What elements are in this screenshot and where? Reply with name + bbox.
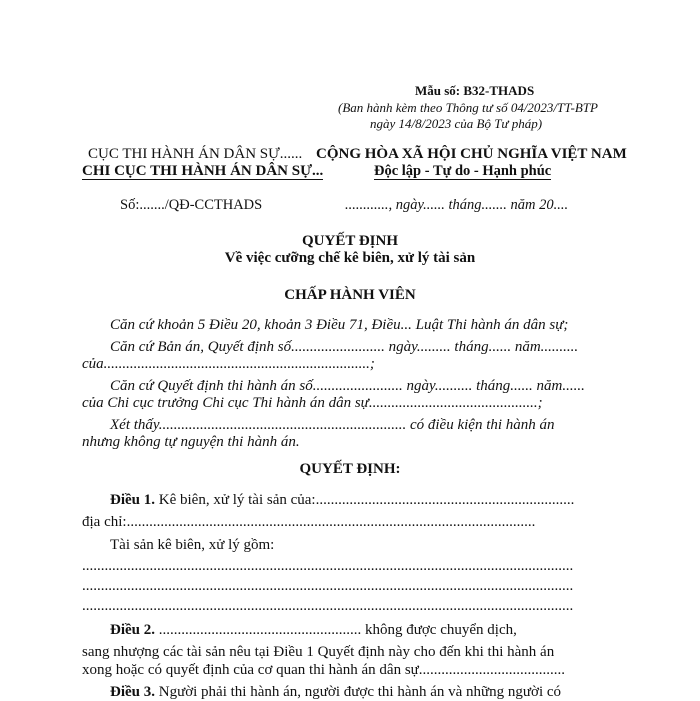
basis-law: Căn cứ khoản 5 Điều 20, khoản 3 Điều 71, Điều... Luật Thi hành án dân sự; [110, 317, 569, 333]
article-2-label: Điều 2. [110, 622, 155, 638]
document-subtitle: Về việc cưỡng chế kê biên, xử lý tài sản [224, 250, 476, 266]
article-1-text: Kê biên, xử lý tài sản của:..................................................................... [155, 492, 575, 508]
header-agency-line2-text: CHI CỤC THI HÀNH ÁN DÂN SỰ... [82, 163, 324, 179]
document-number: Số:......./QĐ-CCTHADS [120, 197, 263, 213]
article-1-address: địa chỉ:............................................................................................................. [82, 514, 536, 530]
article-1-dotted-line-2: ................................................................................................................................... [82, 578, 574, 594]
article-1 [110, 492, 574, 509]
decision-heading: QUYẾT ĐỊNH: [299, 461, 401, 477]
basis-enforcement-decision: Căn cứ Quyết định thi hành án số........................ ngày.......... tháng...... năm...... [110, 378, 585, 394]
article-2 [110, 622, 517, 639]
national-motto [374, 163, 551, 180]
header-agency-line1: CỤC THI HÀNH ÁN DÂN SỰ...... [88, 146, 303, 162]
basis-consideration-cont: nhưng không tự nguyện thi hành án. [82, 434, 300, 450]
document-date: ............, ngày...... tháng....... năm 20.... [345, 197, 569, 213]
article-2-line3: xong hoặc có quyết định của cơ quan thi hành án dân sự....................................... [82, 662, 566, 678]
article-2-line2: sang nhượng các tài sản nêu tại Điều 1 Quyết định này cho đến khi thi hành án [82, 644, 555, 660]
national-motto-text: Độc lập - Tự do - Hạnh phúc [374, 163, 552, 179]
national-title: CỘNG HÒA XÃ HỘI CHỦ NGHĨA VIỆT NAM [316, 146, 627, 162]
article-3 [110, 684, 561, 701]
header-agency-line2 [82, 163, 323, 180]
article-1-label: Điều 1. [110, 492, 155, 508]
article-1-assets-label: Tài sản kê biên, xử lý gồm: [110, 537, 275, 553]
article-1-dotted-line-3: ................................................................................................................................... [82, 598, 574, 614]
article-1-dotted-line-1: ................................................................................................................................... [82, 558, 574, 574]
document-title: QUYẾT ĐỊNH [302, 233, 398, 249]
article-3-text: Người phải thi hành án, người được thi hành án và những người có [155, 684, 562, 700]
article-3-label: Điều 3. [110, 684, 155, 700]
basis-enforcement-issuer: của Chi cục trưởng Chi cục Thi hành án dân sự.............................................; [82, 395, 543, 411]
basis-judgment: Căn cứ Bản án, Quyết định số......................... ngày......... tháng...... năm.......... [110, 339, 579, 355]
form-note-line1: (Ban hành kèm theo Thông tư số 04/2023/TT-BTP [338, 100, 598, 115]
form-note-line2: ngày 14/8/2023 của Bộ Tư pháp) [370, 116, 543, 131]
authority-heading: CHẤP HÀNH VIÊN [284, 287, 416, 303]
article-2-line1: ...................................................... không được chuyển dịch, [155, 622, 517, 638]
basis-judgment-issuer: của.......................................................................; [82, 356, 375, 372]
basis-consideration: Xét thấy.................................................................. có điều kiện thi hành án [110, 417, 555, 433]
form-code: Mẫu số: B32-THADS [415, 83, 535, 98]
